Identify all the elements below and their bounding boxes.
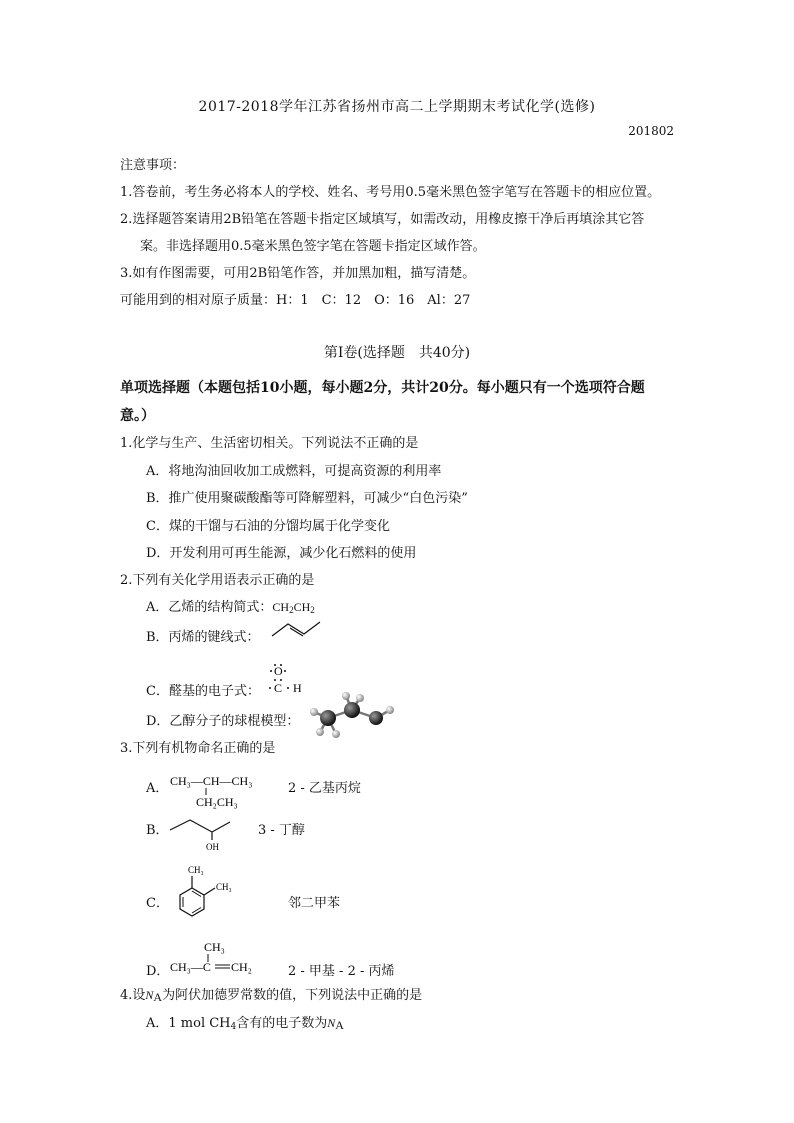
q3-option-d-label: D． xyxy=(146,964,170,979)
q2-option-a-label: A．乙烯的结构简式： xyxy=(146,600,273,615)
q2-option-c: C．醛基的电子式： xyxy=(146,684,260,699)
q3-option-b-structure xyxy=(168,810,238,852)
note-item-1: 1.答卷前，考生务必将本人的学校、姓名、考号用0.5毫米黑色签字笔写在答题卡的相应位置。 xyxy=(120,185,661,200)
q1-option-d: D．开发利用可再生能源，减少化石燃料的使用 xyxy=(146,546,417,561)
note-item-3: 3.如有作图需要，可用2B铅笔作答，并加黑加粗，描写清楚。 xyxy=(120,266,476,281)
section-instruction-line1: 单项选择题（本题包括10小题，每小题2分，共计20分。每小题只有一个选项符合题 xyxy=(120,380,645,396)
q1-stem: 1.化学与生产、生活密切相关。下列说法不正确的是 xyxy=(120,436,419,451)
q3-option-a-structure xyxy=(168,770,268,810)
q2-option-b: B．丙烯的键线式： xyxy=(146,630,260,645)
aldehyde-c-symbol: C xyxy=(274,681,283,695)
aldehyde-h-symbol: H xyxy=(293,681,302,695)
q2-option-a xyxy=(146,596,315,615)
q3-c-methyl-right: CH₃ xyxy=(216,882,232,892)
q4-option-a: A．1 mol $CH_4$含有的电子数为$N_A$ xyxy=(146,1016,344,1032)
ethanol-ball-stick-model xyxy=(306,688,398,740)
aldehyde-o-symbol: O xyxy=(274,664,283,678)
exam-title: 2017-2018学年江苏省扬州市高二上学期期末考试化学(选修) xyxy=(198,99,596,115)
q3-option-c-label: C． xyxy=(146,896,169,911)
q1-option-a: A．将地沟油回收加工成燃料，可提高资源的利用率 xyxy=(146,464,442,479)
atomic-masses: 可能用到的相对原子质量：H：1 C：12 O：16 Al：27 xyxy=(120,293,471,308)
q3-option-c-name: 邻二甲苯 xyxy=(288,896,341,911)
q2-stem: 2.下列有关化学用语表示正确的是 xyxy=(120,573,315,588)
q1-option-c: C．煤的干馏与石油的分馏均属于化学变化 xyxy=(146,519,390,534)
q4-stem: 4.设$N_A$为阿伏加德罗常数的值，下列说法中正确的是 xyxy=(120,988,423,1004)
q3-d-right-group: CH₂ xyxy=(231,960,252,974)
propene-skeletal-formula xyxy=(270,618,324,640)
q3-option-d-name: 2 - 甲基 - 2 - 丙烯 xyxy=(288,964,395,979)
section-title: 第Ⅰ卷(选择题 共40分) xyxy=(323,345,471,361)
q3-d-methyl-top: CH₃ xyxy=(204,940,225,954)
q3-option-b-name: 3 - 丁醇 xyxy=(258,823,305,838)
q1-option-b: B．推广使用聚碳酸酯等可降解塑料，可减少“白色污染” xyxy=(146,491,468,506)
note-item-2-cont: 案。非选择题用0.5毫米黑色签字笔在答题卡指定区域作答。 xyxy=(140,239,486,254)
q3-option-b-label: B． xyxy=(146,823,169,838)
q3-option-a-name: 2 - 乙基丙烷 xyxy=(288,781,361,796)
q3-a-main-chain: CH₃—CH—CH₃ xyxy=(170,774,253,788)
notes-heading: 注意事项： xyxy=(120,158,186,173)
q3-option-a-label: A． xyxy=(146,781,169,796)
ethylene-formula: $CH_2CH_2$ xyxy=(272,600,315,615)
aldehyde-electron-formula xyxy=(266,660,310,696)
q3-b-oh: OH xyxy=(206,842,219,852)
q3-stem: 3.下列有机物命名正确的是 xyxy=(120,741,276,756)
q2-option-d: D．乙醇分子的球棍模型： xyxy=(146,714,300,729)
q3-option-c-structure xyxy=(168,860,248,932)
q3-c-methyl-top: CH₃ xyxy=(188,865,204,875)
q3-a-branch: CH₂CH₃ xyxy=(196,795,238,809)
note-item-2: 2.选择题答案请用2B铅笔在答题卡指定区域填写，如需改动，用橡皮擦干净后再填涂其它答 xyxy=(120,212,645,227)
exam-code: 201802 xyxy=(628,124,674,138)
q3-d-left-group: CH₃—C xyxy=(170,960,211,974)
section-instruction-line2: 意。） xyxy=(120,408,155,424)
q3-option-d-structure xyxy=(168,938,268,978)
